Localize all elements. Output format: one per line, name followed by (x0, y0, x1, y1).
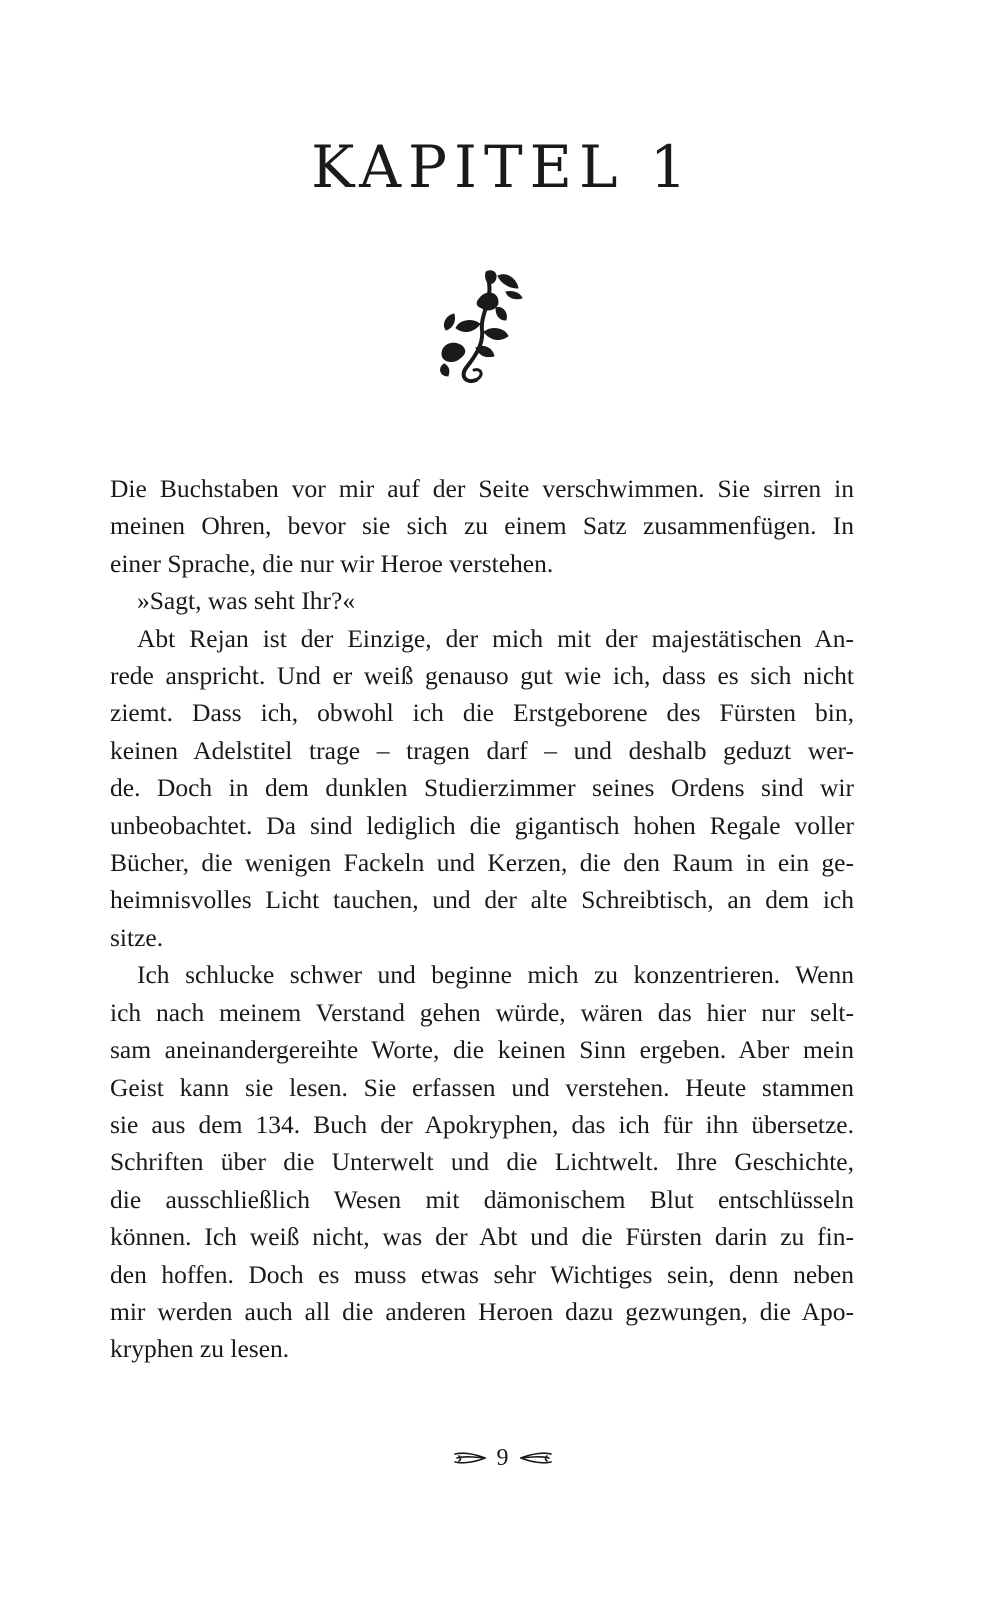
text-line: ich nach meinem Verstand gehen würde, wären das hier nur selt- (110, 997, 854, 1027)
text-line: einer Sprache, die nur wir Heroe verstehen. (110, 548, 554, 578)
text-line: Die Buchstaben vor mir auf der Seite verschwimmen. Sie sirren in (110, 474, 854, 503)
text-line: ziemt. Dass ich, obwohl ich die Erstgeborene des Fürsten bin, (110, 698, 854, 728)
text-line: meinen Ohren, bevor sie sich zu einem Satz zusammenfügen. In (110, 511, 854, 541)
text-line: heimnisvolles Licht tauchen, und der alte Schreibtisch, an dem ich (110, 885, 854, 915)
text-line: keinen Adelstitel trage – tragen darf – und deshalb geduzt wer- (110, 735, 854, 765)
paragraph-3 (110, 620, 854, 957)
text-line: können. Ich weiß nicht, was der Abt und die Fürsten darin zu fin- (110, 1222, 854, 1252)
page-number: 9 (496, 1445, 509, 1472)
paragraph-2 (110, 582, 854, 619)
text-line: sam aneinandergereihte Worte, die keinen Sinn ergeben. Aber mein (110, 1035, 854, 1065)
flourish-right-icon (519, 1450, 553, 1466)
text-line: rede anspricht. Und er weiß genauso gut wie ich, dass es sich nicht (110, 661, 854, 691)
text-line: sie aus dem 134. Buch der Apokryphen, das ich für ihn übersetze. (110, 1109, 854, 1139)
page-footer (0, 1442, 1005, 1473)
paragraph-1 (110, 470, 854, 582)
text-line: kryphen zu lesen. (110, 1334, 290, 1364)
paragraph-4 (110, 956, 854, 1367)
text-line: den hoffen. Doch es muss etwas sehr Wichtiges sein, denn neben (110, 1259, 854, 1289)
text-line: Schriften über die Unterwelt und die Lichtwelt. Ihre Geschichte, (110, 1147, 854, 1177)
text-line: »Sagt, was seht Ihr?« (137, 586, 356, 616)
text-line: Ich schlucke schwer und beginne mich zu konzentrieren. Wenn (137, 960, 854, 990)
text-line: mir werden auch all die anderen Heroen dazu gezwungen, die Apo- (110, 1296, 854, 1326)
text-line: die ausschließlich Wesen mit dämonischem Blut entschlüsseln (110, 1184, 854, 1214)
text-line: Geist kann sie lesen. Sie erfassen und verstehen. Heute stammen (110, 1072, 854, 1102)
chapter-body (110, 470, 854, 1368)
text-line: unbeobachtet. Da sind lediglich die gigantisch hohen Regale voller (110, 810, 854, 840)
flourish-left-icon (453, 1450, 487, 1466)
text-line: sitze. (110, 922, 164, 952)
text-line: Abt Rejan ist der Einzige, der mich mit der majestätischen An- (137, 623, 854, 653)
chapter-title: KAPITEL 1 (311, 133, 694, 201)
floral-vine-ornament-icon (436, 268, 524, 386)
text-line: Bücher, die wenigen Fackeln und Kerzen, die den Raum in ein ge- (110, 848, 854, 878)
text-line: de. Doch in dem dunklen Studierzimmer seines Ordens sind wir (110, 773, 854, 803)
